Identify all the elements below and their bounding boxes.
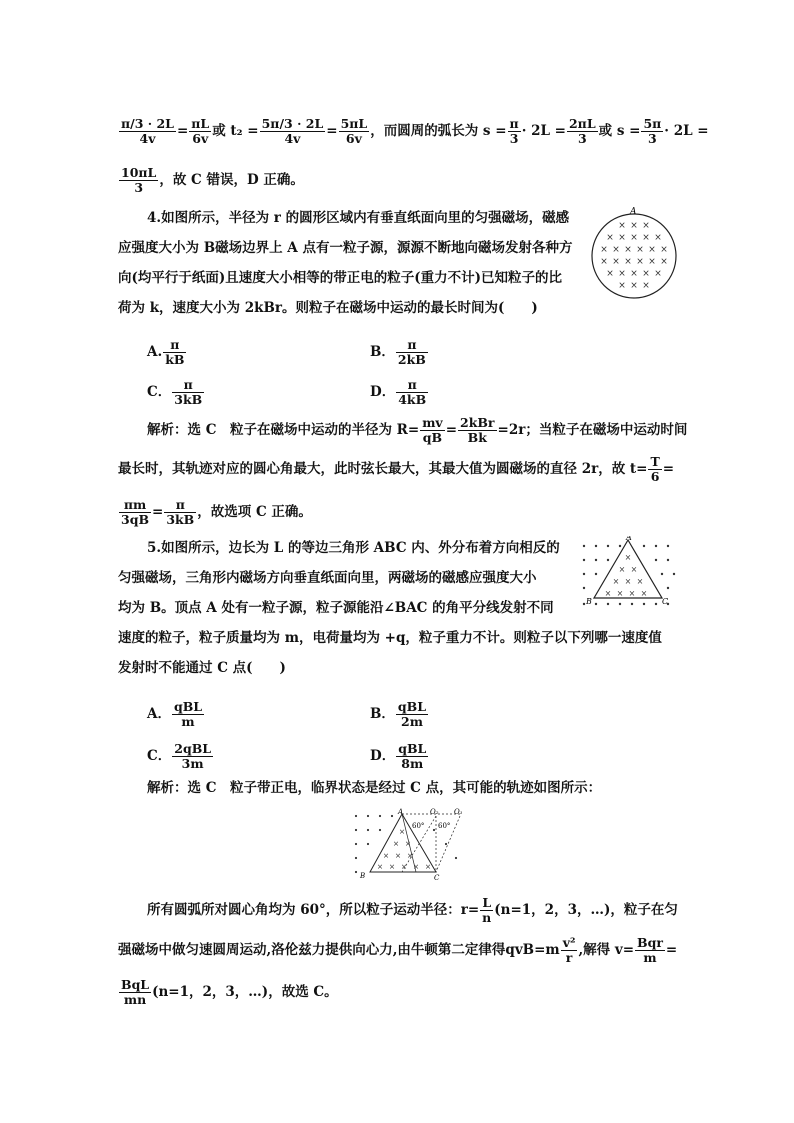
center-o1-label: O₁ — [454, 808, 463, 816]
fraction: $\frac{\pi}{kB}$ — [165, 337, 185, 367]
q4-circle-figure — [586, 206, 682, 302]
q4-option-a[interactable]: A. $\frac{\pi}{kB}$ — [147, 337, 185, 367]
fraction: $\frac{5\pi}{3}$ — [643, 116, 662, 146]
svg-text:×: × — [630, 221, 638, 231]
fraction: $\frac{T}{6}$ — [650, 454, 660, 484]
svg-text:×: × — [388, 862, 396, 871]
fraction: $\frac{\pi}{3kB}$ — [174, 377, 203, 407]
fraction: $\frac{\pi}{3}$ — [509, 116, 519, 146]
top-formula-line: $\frac{\pi/3 \cdot 2L}{4v}$ = $\frac{\pi L}{6v}$ 或 t₂ = $\frac{5\pi/3 \cdot 2L}{4v}$ = $\frac{5\pi L}{6v}$ ，而圆周的弧长为 s = $\frac{\pi}{3}$ · 2L = $\frac{2\pi L}{3}$ 或 s = $\frac{5\pi}{3}$ · 2L = — [121, 116, 709, 146]
svg-text:×: × — [630, 269, 638, 279]
q5-solution-line4: $\frac{\text{BqL}}{mn}$ (n=1，2，3，…)，故选 C。 — [121, 977, 338, 1007]
svg-text:×: × — [392, 839, 400, 848]
fraction: $\frac{\pi L}{6v}$ — [191, 116, 210, 146]
q5-solution-line3: 强磁场中做匀速圆周运动,洛伦兹力提供向心力,由牛顿第二定律得qvB=m $\frac{\text{v²}}{r}$ ,解得 v= $\frac{\text{Bqr}}{m}$ = — [118, 935, 678, 965]
svg-text:×: × — [412, 862, 420, 871]
vertex-b-label: B — [586, 597, 592, 606]
fraction: $\frac{\text{qBL}}{2m}$ — [397, 699, 427, 729]
svg-text:×: × — [648, 245, 656, 255]
fraction: $\frac{\text{v²}}{r}$ — [562, 935, 576, 965]
cross-field-marks — [600, 221, 668, 291]
svg-text:×: × — [642, 221, 650, 231]
svg-text:×: × — [618, 233, 626, 243]
vertex-a-label: A — [398, 808, 404, 816]
q5-option-c[interactable]: C． $\frac{\text{2qBL}}{3m}$ — [147, 741, 212, 771]
fraction: $\frac{\pi m}{3qB}$ — [121, 497, 150, 527]
svg-text:×: × — [398, 827, 406, 836]
fraction: $\frac{mv}{qB}$ — [422, 415, 443, 445]
q4-stem-line3: 向(均平行于纸面)且速度大小相等的带正电的粒子(重力不计)已知粒子的比 — [118, 270, 563, 286]
q4-stem-line4: 荷为 k，速度大小为 2kBr。则粒子在磁场中运动的最长时间为( ) — [118, 300, 538, 316]
svg-text:×: × — [642, 281, 650, 291]
fraction: $\frac{\text{qBL}}{m}$ — [173, 699, 203, 729]
svg-text:×: × — [618, 269, 626, 279]
svg-text:×: × — [630, 233, 638, 243]
fraction: $\frac{\text{2qBL}}{3m}$ — [174, 741, 212, 771]
q4-option-d[interactable]: D． $\frac{\pi}{4kB}$ — [370, 377, 427, 407]
svg-text:×: × — [636, 577, 644, 586]
svg-text:×: × — [648, 257, 656, 267]
fraction: $\frac{\pi/3 \cdot 2L}{4v}$ — [121, 116, 174, 146]
q5-stem-line4: 速度的粒子，粒子质量均为 m，电荷量均为 +q，粒子重力不计。则粒子以下列哪一速度值 — [118, 630, 662, 646]
svg-text:×: × — [618, 565, 626, 574]
svg-text:×: × — [636, 257, 644, 267]
svg-text:×: × — [642, 233, 650, 243]
fraction: $\frac{\pi}{4kB}$ — [398, 377, 427, 407]
fraction: $\frac{\pi}{3kB}$ — [166, 497, 195, 527]
svg-text:×: × — [630, 565, 638, 574]
svg-text:×: × — [600, 257, 608, 267]
q5-trajectory-figure — [350, 806, 480, 882]
vertex-b-label: B — [360, 872, 366, 880]
svg-text:×: × — [660, 257, 668, 267]
top-conclusion-line: $\frac{10\pi L}{3}$ ，故 C 错误，D 正确。 — [121, 165, 304, 195]
fraction: $\frac{5\pi/3 \cdot 2L}{4v}$ — [261, 116, 324, 146]
svg-text:×: × — [624, 257, 632, 267]
svg-text:×: × — [382, 851, 390, 860]
svg-text:×: × — [606, 233, 614, 243]
svg-text:×: × — [636, 245, 644, 255]
svg-text:×: × — [624, 245, 632, 255]
q5-stem-line2: 匀强磁场，三角形内磁场方向垂直纸面向里，两磁场的磁感应强度大小 — [118, 570, 537, 586]
svg-text:×: × — [618, 221, 626, 231]
vertex-c-label: C — [434, 874, 440, 882]
svg-text:×: × — [618, 281, 626, 291]
fraction: $\frac{\text{2kBr}}{Bk}$ — [460, 415, 495, 445]
q4-option-b[interactable]: B． $\frac{\pi}{2kB}$ — [370, 337, 426, 367]
svg-text:×: × — [654, 269, 662, 279]
svg-text:×: × — [624, 553, 632, 562]
svg-text:×: × — [400, 862, 408, 871]
svg-text:×: × — [612, 577, 620, 586]
svg-text:×: × — [640, 589, 648, 598]
svg-text:×: × — [612, 245, 620, 255]
q5-triangle-figure — [578, 536, 678, 610]
q4-solution-line3: $\frac{\pi m}{3qB}$ = $\frac{\pi}{3kB}$ ，故选项 C 正确。 — [121, 497, 312, 527]
fraction: $\frac{\text{Bqr}}{m}$ — [637, 935, 663, 965]
fraction: $\frac{2\pi L}{3}$ — [568, 116, 596, 146]
fraction: $\frac{\text{qBL}}{8m}$ — [398, 741, 427, 771]
q5-solution-line2: 所有圆弧所对圆心角均为 60°，所以粒子运动半径：r= $\frac{L}{n}$ (n=1，2，3，…)，粒子在匀 — [147, 895, 678, 925]
q4-solution-line2: 最长时，其轨迹对应的圆心角最大，此时弦长最大，其最大值为圆磁场的直径 2r，故 t= $\frac{T}{6}$ = — [118, 454, 675, 484]
fraction: $\frac{\pi}{2kB}$ — [397, 337, 426, 367]
svg-text:×: × — [654, 233, 662, 243]
center-o2-label: O₂ — [430, 808, 439, 816]
fraction: $\frac{\text{BqL}}{mn}$ — [121, 977, 150, 1007]
angle-60-label: 60° — [438, 822, 451, 830]
svg-text:×: × — [604, 589, 612, 598]
vertex-c-label: C — [662, 597, 669, 606]
q5-option-b[interactable]: B． $\frac{\text{qBL}}{2m}$ — [370, 699, 427, 729]
svg-text:×: × — [600, 245, 608, 255]
q4-option-c[interactable]: C． $\frac{\pi}{3kB}$ — [147, 377, 203, 407]
q5-stem-line3: 均为 B。顶点 A 处有一粒子源，粒子源能沿∠BAC 的角平分线发射不同 — [118, 600, 554, 616]
svg-text:×: × — [424, 862, 432, 871]
svg-text:×: × — [630, 281, 638, 291]
angle-60-label: 60° — [412, 822, 425, 830]
q4-stem-line1: 4.如图所示，半径为 r 的圆形区域内有垂直纸面向里的匀强磁场，磁感 — [147, 210, 570, 226]
svg-text:×: × — [406, 851, 414, 860]
q4-solution-line1: 解析：选 C 粒子在磁场中运动的半径为 R= $\frac{mv}{qB}$ = $\frac{\text{2kBr}}{Bk}$ =2r；当粒子在磁场中运动时间 — [147, 415, 688, 445]
q5-option-d[interactable]: D． $\frac{\text{qBL}}{8m}$ — [370, 741, 427, 771]
svg-text:×: × — [606, 269, 614, 279]
svg-text:×: × — [394, 851, 402, 860]
point-a-label: A — [630, 207, 637, 217]
q5-stem-line5: 发射时不能通过 C 点( ) — [118, 660, 286, 676]
fraction: $\frac{5\pi L}{6v}$ — [340, 116, 368, 146]
fraction: $\frac{10\pi L}{3}$ — [121, 165, 157, 195]
svg-text:×: × — [624, 577, 632, 586]
fraction: $\frac{L}{n}$ — [482, 895, 492, 925]
q5-option-a[interactable]: A． $\frac{\text{qBL}}{m}$ — [147, 699, 203, 729]
cross-field-marks — [605, 553, 648, 598]
svg-text:×: × — [404, 839, 412, 848]
q5-stem-line1: 5.如图所示，边长为 L 的等边三角形 ABC 内、外分布着方向相反的 — [147, 540, 560, 556]
svg-text:×: × — [616, 589, 624, 598]
vertex-a-label: A — [626, 536, 632, 542]
q4-stem-line2: 应强度大小为 B磁场边界上 A 点有一粒子源，源源不断地向磁场发射各种方 — [118, 240, 573, 256]
svg-text:×: × — [628, 589, 636, 598]
svg-text:×: × — [660, 245, 668, 255]
svg-text:×: × — [612, 257, 620, 267]
q5-solution-line1: 解析：选 C 粒子带正电，临界状态是经过 C 点，其可能的轨迹如图所示： — [147, 780, 602, 796]
svg-text:×: × — [642, 269, 650, 279]
svg-text:×: × — [376, 862, 384, 871]
